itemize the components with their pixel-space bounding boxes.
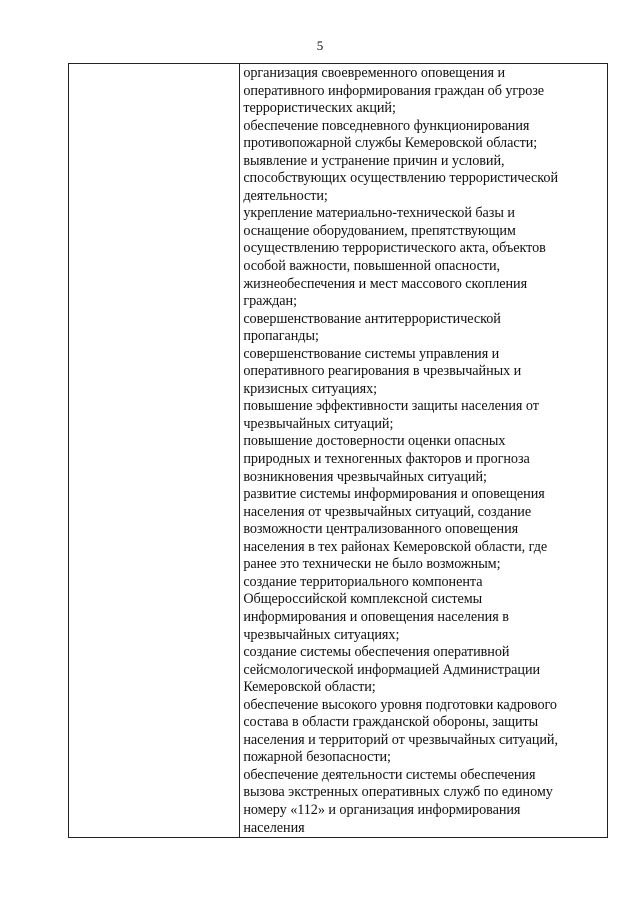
text-line: чрезвычайных ситуациях; bbox=[243, 626, 400, 643]
text-line: обеспечение повседневного функционирования bbox=[243, 117, 530, 134]
text-line: осуществлению террористического акта, объектов bbox=[243, 240, 546, 257]
text-line: пожарной безопасности; bbox=[243, 749, 391, 766]
text-line: создание территориального компонента bbox=[243, 573, 483, 590]
text-line: информирования и оповещения населения в bbox=[243, 608, 509, 625]
text-line: населения bbox=[243, 819, 305, 836]
right-cell-text bbox=[240, 64, 607, 837]
text-line: совершенствование антитеррористической bbox=[243, 310, 501, 327]
text-line: населения от чрезвычайных ситуаций, создание bbox=[243, 503, 532, 520]
text-line: жизнеобеспечения и мест массового скопления bbox=[243, 275, 528, 292]
text-line: организация своевременного оповещения и bbox=[243, 65, 505, 81]
text-line: сейсмологической информацией Администрации bbox=[243, 661, 541, 678]
text-line: способствующих осуществлению террористической bbox=[243, 170, 559, 187]
text-line: ранее это технически не было возможным; bbox=[243, 556, 501, 573]
text-line: чрезвычайных ситуаций; bbox=[243, 415, 394, 432]
text-line: граждан; bbox=[243, 293, 297, 310]
text-line: обеспечение деятельности системы обеспечения bbox=[243, 766, 536, 783]
text-line: номеру «112» и организация информирования bbox=[243, 801, 521, 818]
text-line: создание системы обеспечения оперативной bbox=[243, 644, 510, 661]
table-cell-right bbox=[240, 64, 608, 838]
text-line: Кемеровской области; bbox=[243, 679, 376, 696]
text-line: возможности централизованного оповещения bbox=[243, 521, 519, 538]
text-line: оперативного реагирования в чрезвычайных и bbox=[243, 363, 522, 380]
text-line: террористических акций; bbox=[243, 100, 396, 117]
text-line: повышение эффективности защиты населения от bbox=[243, 398, 539, 415]
text-line: совершенствование системы управления и bbox=[243, 345, 500, 362]
text-line: развитие системы информирования и оповещения bbox=[243, 486, 545, 503]
text-line: выявление и устранение причин и условий, bbox=[243, 152, 505, 169]
text-line: природных и техногенных факторов и прогноза bbox=[243, 451, 530, 468]
text-line: кризисных ситуациях; bbox=[243, 380, 378, 397]
text-line: противопожарной службы Кемеровской области; bbox=[243, 135, 538, 152]
page-number: 5 bbox=[316, 38, 324, 53]
table-cell-left bbox=[69, 64, 240, 838]
table-row bbox=[69, 64, 608, 838]
text-line: населения в тех районах Кемеровской области, где bbox=[243, 538, 548, 555]
text-line: деятельности; bbox=[243, 187, 328, 204]
text-line: населения и территорий от чрезвычайных ситуаций, bbox=[243, 731, 558, 748]
document-table bbox=[68, 63, 608, 838]
text-line: пропаганды; bbox=[243, 328, 319, 345]
text-line: оснащение оборудованием, препятствующим bbox=[243, 222, 516, 239]
text-line: оперативного информирования граждан об угрозе bbox=[243, 82, 545, 99]
text-line: возникновения чрезвычайных ситуаций; bbox=[243, 468, 487, 485]
text-line: обеспечение высокого уровня подготовки кадрового bbox=[243, 696, 557, 713]
text-line: вызова экстренных оперативных служб по единому bbox=[243, 784, 553, 801]
text-line: повышение достоверности оценки опасных bbox=[243, 433, 506, 450]
text-line: особой важности, повышенной опасности, bbox=[243, 258, 501, 275]
text-line: укрепление материально-технической базы и bbox=[243, 205, 515, 222]
text-line: Общероссийской комплексной системы bbox=[243, 591, 483, 608]
text-line: состава в области гражданской обороны, защиты bbox=[243, 714, 539, 731]
